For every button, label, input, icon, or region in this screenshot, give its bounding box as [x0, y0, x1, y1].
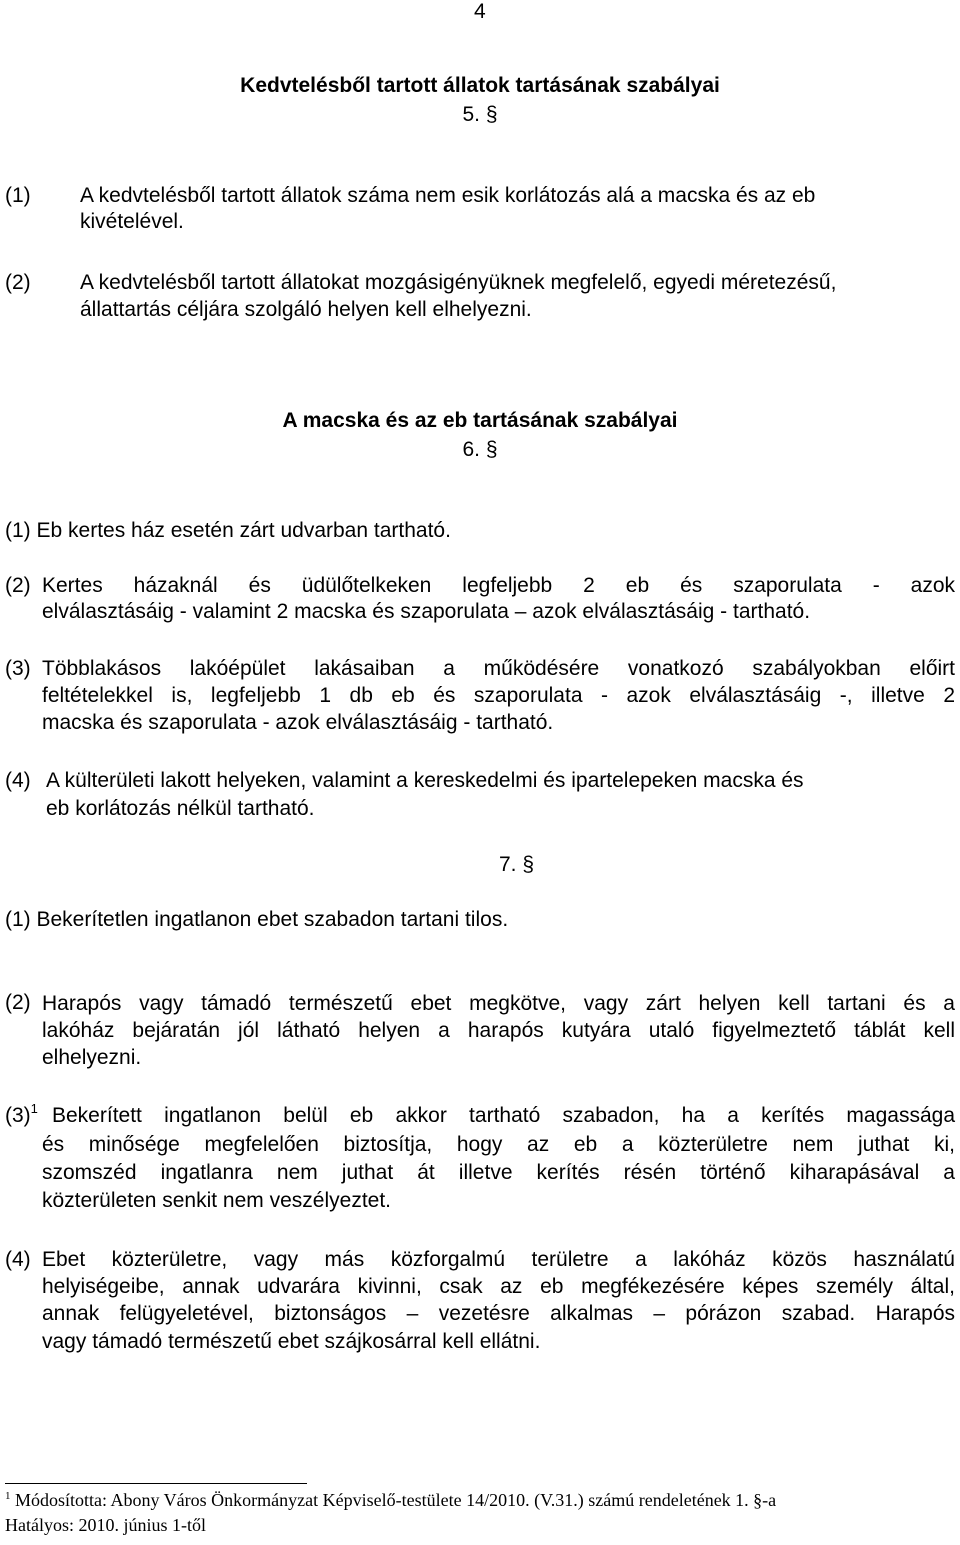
- section-number-7: 7. §: [499, 853, 535, 876]
- footnote-reference: 1: [30, 1101, 38, 1116]
- s6-para3-line1: Többlakásos lakóépület lakásaiban a működésére vonatkozó szabályokban előirt: [42, 657, 955, 680]
- s7-para4-line3: annak felügyeletével, biztonságos – vezetésre alkalmas – pórázon szabad. Harapós: [42, 1302, 955, 1325]
- section-number-6: 6. §: [462, 438, 498, 461]
- s7-para2-line1: Harapós vagy támadó természetű ebet megkötve, vagy zárt helyen kell tartani és a: [42, 992, 955, 1015]
- s5-para1-number: (1): [5, 184, 31, 207]
- s6-para4-line1: A külterületi lakott helyeken, valamint a kereskedelmi és ipartelepeken macska és: [46, 769, 804, 792]
- footnote-separator: [5, 1483, 307, 1484]
- s7-para2-number: (2): [5, 991, 31, 1014]
- s6-para3-line3: macska és szaporulata - azok elválasztásáig - tartható.: [42, 711, 554, 734]
- s7-para4-line1: Ebet közterületre, vagy más közforgalmú területre a lakóház közös használatú: [42, 1248, 955, 1271]
- section-number-5: 5. §: [462, 103, 498, 126]
- s7-para3-number: [5, 1102, 38, 1130]
- footnote-marker: 1: [5, 1490, 11, 1502]
- section-7-label: 7.: [499, 853, 517, 876]
- s5-para1-line2: kivételével.: [80, 210, 184, 233]
- s5-para1-line1: A kedvtelésből tartott állatok száma nem esik korlátozás alá a macska és az eb: [80, 184, 816, 207]
- s7-para3-line4: közterületen senkit nem veszélyeztet.: [42, 1189, 392, 1212]
- footnote-text: Módosította: Abony Város Önkormányzat Képviselő-testülete 14/2010. (V.31.) számú rendeletének 1. §-a: [15, 1490, 777, 1510]
- section-6-label: 6.: [462, 438, 480, 461]
- s5-para2-line2: állattartás céljára szolgáló helyen kell elhelyezni.: [80, 298, 532, 321]
- s7-para3-line2: és minősége megfelelően biztosítja, hogy az eb a közterületre nem juthat ki,: [42, 1133, 955, 1156]
- s7-para4-line4: vagy támadó természetű ebet szájkosárral kell ellátni.: [42, 1330, 541, 1353]
- footnote-line2: Hatályos: 2010. június 1-től: [5, 1515, 206, 1535]
- s6-para4-line2: eb korlátozás nélkül tartható.: [46, 797, 315, 820]
- s6-para3-number: (3): [5, 657, 31, 680]
- s6-para1: (1) Eb kertes ház esetén zárt udvarban tartható.: [5, 519, 451, 542]
- s5-para2-number: (2): [5, 271, 31, 294]
- s7-para2-line2: lakóház bejáratán jól látható helyen a harapós kutyára utaló figyelmeztető táblát kell: [42, 1019, 955, 1042]
- s6-para3-line2: feltételekkel is, legfeljebb 1 db eb és szaporulata - azok elválasztásáig -, illetve 2: [42, 684, 955, 707]
- s7-para2-line3: elhelyezni.: [42, 1046, 142, 1069]
- s7-para4-number: (4): [5, 1248, 31, 1271]
- s7-para3-number-text: (3): [5, 1104, 31, 1127]
- heading-pets: Kedvtelésből tartott állatok tartásának szabályai: [240, 74, 720, 97]
- page-number: 4: [474, 0, 486, 23]
- s5-para2-line1: A kedvtelésből tartott állatokat mozgásigényüknek megfelelő, egyedi méretezésű,: [80, 271, 837, 294]
- s7-para1: (1) Bekerítetlen ingatlanon ebet szabadon tartani tilos.: [5, 908, 509, 931]
- s7-para3-line3: szomszéd ingatlanra nem juthat át illetve kerítés résén történő kiharapásával a: [42, 1161, 955, 1184]
- s6-para2-line1: Kertes házaknál és üdülőtelkeken legfeljebb 2 eb és szaporulata - azok: [42, 574, 955, 597]
- s7-para3-line1: Bekerített ingatlanon belül eb akkor tartható szabadon, ha a kerítés magassága: [52, 1104, 955, 1127]
- footnote-line1: [5, 1488, 776, 1512]
- s7-para4-line2: helyiségeibe, annak udvarára kivinni, csak az eb megfékezésére képes személy által,: [42, 1275, 955, 1298]
- s6-para2-line2: elválasztásáig - valamint 2 macska és szaporulata – azok elválasztásáig - tartható.: [42, 600, 811, 623]
- section-5-label: 5.: [462, 103, 480, 126]
- s6-para4-number: (4): [5, 769, 31, 792]
- heading-cat-dog: A macska és az eb tartásának szabályai: [282, 409, 678, 432]
- s6-para2-number: (2): [5, 574, 31, 597]
